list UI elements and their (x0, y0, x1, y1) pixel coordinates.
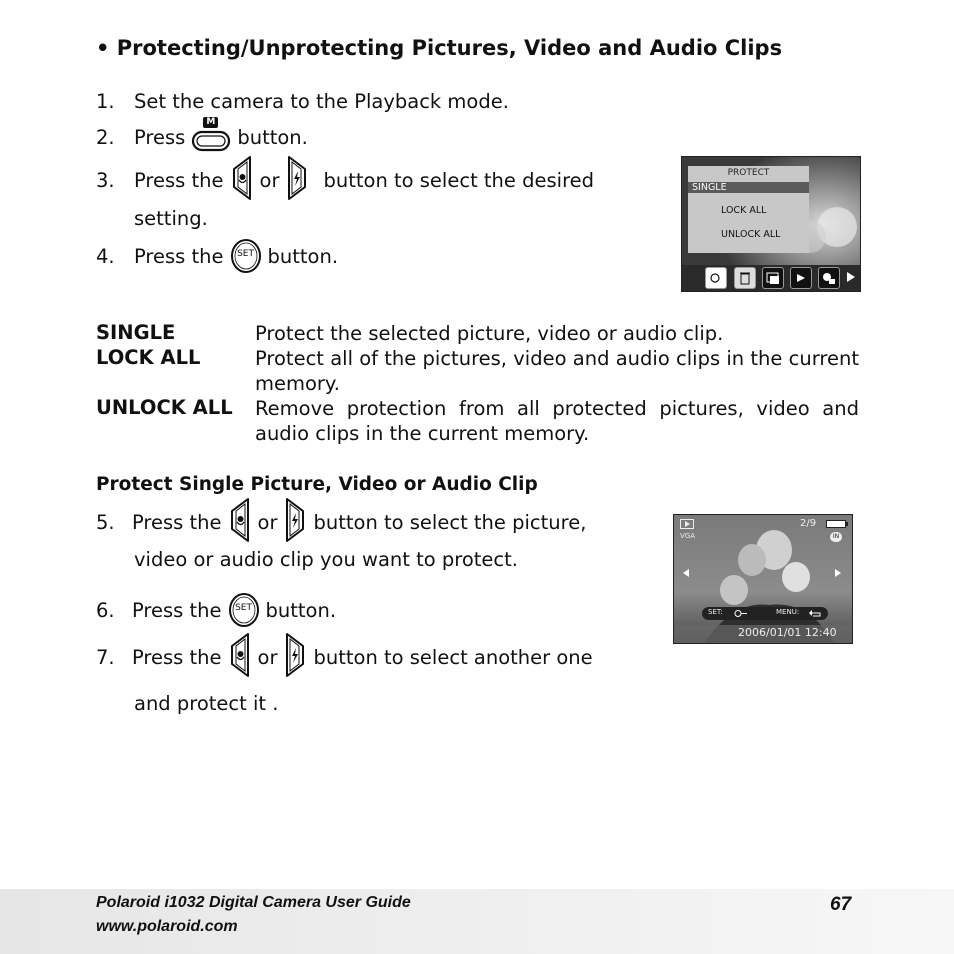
step-number: 5. (96, 510, 115, 534)
step-text: Press the (132, 510, 222, 534)
page-number: 67 (830, 894, 852, 915)
page-title: • Protecting/Unprotecting Pictures, Video and Audio Clips (96, 36, 783, 60)
step-number: 6. (96, 598, 115, 622)
step-5 (96, 497, 586, 547)
step-text: Set the camera to the Playback mode. (134, 90, 509, 113)
battery-icon (826, 520, 848, 528)
playback-mode-icon (680, 519, 694, 529)
arrow-right-icon (846, 271, 856, 283)
step-text: button. (265, 598, 337, 622)
toolbar-circle-icon[interactable] (705, 267, 727, 289)
trash-icon[interactable] (734, 267, 756, 289)
menu-hint: MENU: (776, 608, 800, 616)
step-4 (96, 234, 338, 278)
step-text: button. (237, 125, 308, 149)
datetime-label: 2006/01/01 12:40 (738, 626, 837, 639)
step-1 (96, 90, 509, 113)
step-number: 3. (96, 168, 115, 192)
desc-single: Protect the selected picture, video or audio clip. (255, 322, 724, 345)
step-2 (96, 112, 308, 162)
menu-item-unlock-all[interactable]: UNLOCK ALL (721, 229, 781, 240)
term-lock-all: LOCK ALL (96, 346, 201, 369)
step-text: or (259, 168, 280, 192)
left-macro-button-icon (228, 632, 252, 683)
menu-item-lock-all[interactable]: LOCK ALL (721, 205, 767, 216)
menu-header: PROTECT (727, 168, 770, 178)
step-text: Press (134, 125, 186, 149)
protect-menu-lcd-image (681, 156, 861, 292)
right-flash-button-icon (283, 632, 307, 683)
menu-item-single[interactable]: SINGLE (688, 182, 809, 193)
set-button-icon: SET (228, 592, 260, 628)
footer-guide-title: Polaroid i1032 Digital Camera User Guide (96, 894, 411, 911)
hint-bar (702, 607, 828, 620)
step-number: 4. (96, 244, 115, 268)
arrow-left-icon[interactable] (682, 568, 690, 578)
step-7 (96, 632, 593, 682)
menu-button-icon: M (191, 117, 231, 157)
desc-unlock-all: Remove protection from all protected pictures, video and audio clips in the current memory. (255, 397, 859, 445)
slideshow-icon[interactable] (762, 267, 784, 289)
step-text: Press the (134, 244, 224, 268)
step-text: or (257, 645, 278, 669)
term-unlock-all: UNLOCK ALL (96, 396, 233, 419)
left-macro-button-icon (228, 497, 252, 548)
step-text: Press the (134, 168, 224, 192)
protect-icon[interactable] (818, 267, 840, 289)
memory-icon: IN (830, 532, 842, 542)
step-text: Press the (132, 598, 222, 622)
protect-menu (688, 166, 809, 253)
footer-url[interactable]: www.polaroid.com (96, 918, 238, 935)
set-hint: SET: (708, 608, 723, 616)
step-text: button. (267, 244, 339, 268)
resolution-label: VGA (680, 532, 696, 540)
right-flash-button-icon (285, 155, 309, 206)
return-icon (808, 609, 822, 618)
step-text: button to select the picture, (313, 510, 587, 534)
step-3 (96, 156, 594, 204)
image-counter: 2/9 (800, 518, 817, 529)
playback-lcd-image (673, 514, 853, 644)
step-7-continued: and protect it . (134, 692, 279, 715)
rotate-icon[interactable] (790, 267, 812, 289)
step-text: or (257, 510, 278, 534)
right-flash-button-icon (283, 497, 307, 548)
step-3-continued: setting. (134, 207, 208, 230)
step-6 (96, 588, 336, 632)
step-number: 2. (96, 125, 115, 149)
arrow-right-icon[interactable] (834, 568, 842, 578)
step-number: 1. (96, 90, 115, 113)
step-number: 7. (96, 645, 115, 669)
left-macro-button-icon (230, 155, 254, 206)
step-text: button to select another one (313, 645, 593, 669)
term-single: SINGLE (96, 321, 176, 344)
key-icon (734, 609, 748, 618)
subheading: Protect Single Picture, Video or Audio Clip (96, 474, 538, 495)
step-text: button to select the desired (323, 168, 595, 192)
set-button-icon: SET (230, 238, 262, 274)
step-5-continued: video or audio clip you want to protect. (134, 548, 518, 571)
desc-lock-all: Protect all of the pictures, video and audio clips in the current memory. (255, 347, 859, 395)
step-text: Press the (132, 645, 222, 669)
